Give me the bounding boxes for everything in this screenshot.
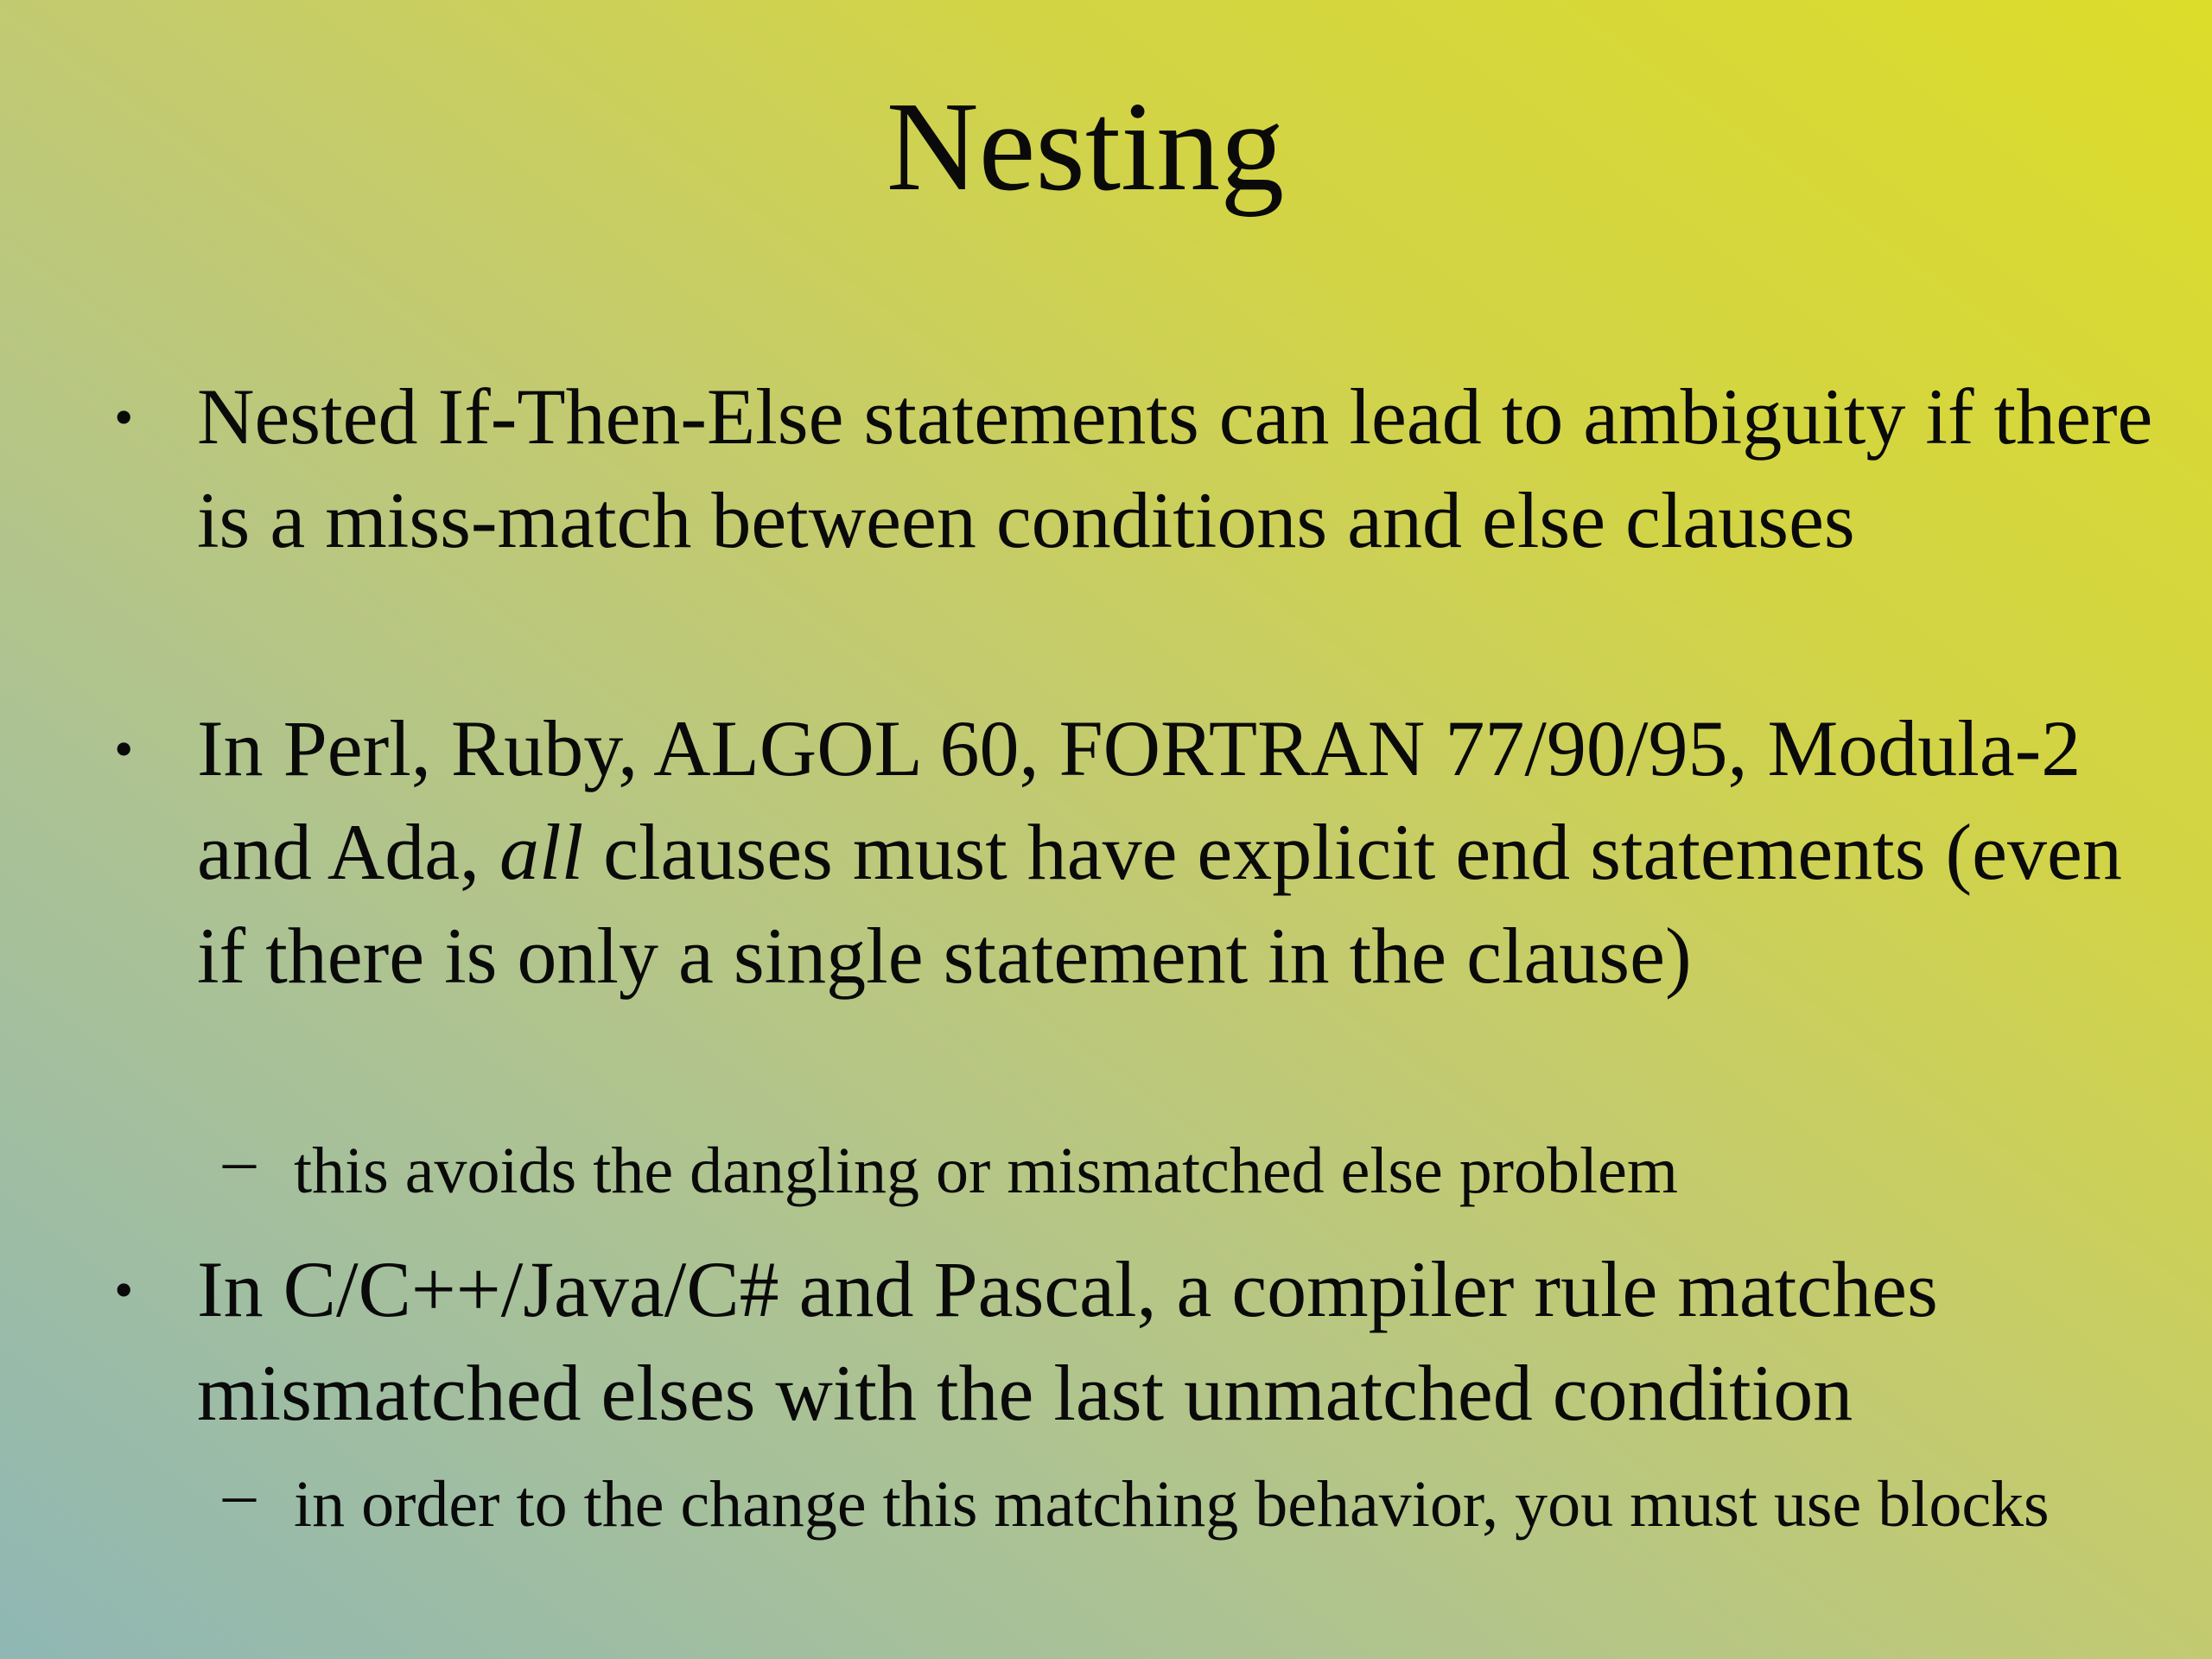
bullet-marker: • <box>114 386 134 448</box>
bullet-text: In C/C++/Java/C# and Pascal, a compiler rule matches mismatched elses with the last unmatched condition <box>197 1245 1938 1437</box>
sub-bullet-text: in order to the change this matching behavior, you must use blocks <box>294 1468 2050 1541</box>
bullet-text: Nested If-Then-Else statements can lead to ambiguity if there is a miss-match between conditions and else clauses <box>197 372 2153 564</box>
slide-title: Nesting <box>886 76 1285 218</box>
bullet-text-part: clauses must have explicit end statements (even if there is only a single statement in the clause) <box>197 808 2122 1000</box>
bullet-marker: • <box>114 1259 134 1320</box>
bullet-text-emphasis: all <box>499 808 584 896</box>
sub-bullet-marker: – <box>223 1458 256 1530</box>
sub-bullet-text: this avoids the dangling or mismatched else problem <box>294 1135 1679 1207</box>
sub-bullet-marker: – <box>223 1124 256 1197</box>
bullet-text <box>197 696 2167 1007</box>
bullet-text-part: In Perl, Ruby, ALGOL 60, FORTRAN 77/90/95, Modula-2 and Ada, <box>197 704 2082 896</box>
bullet-marker: • <box>114 718 134 779</box>
